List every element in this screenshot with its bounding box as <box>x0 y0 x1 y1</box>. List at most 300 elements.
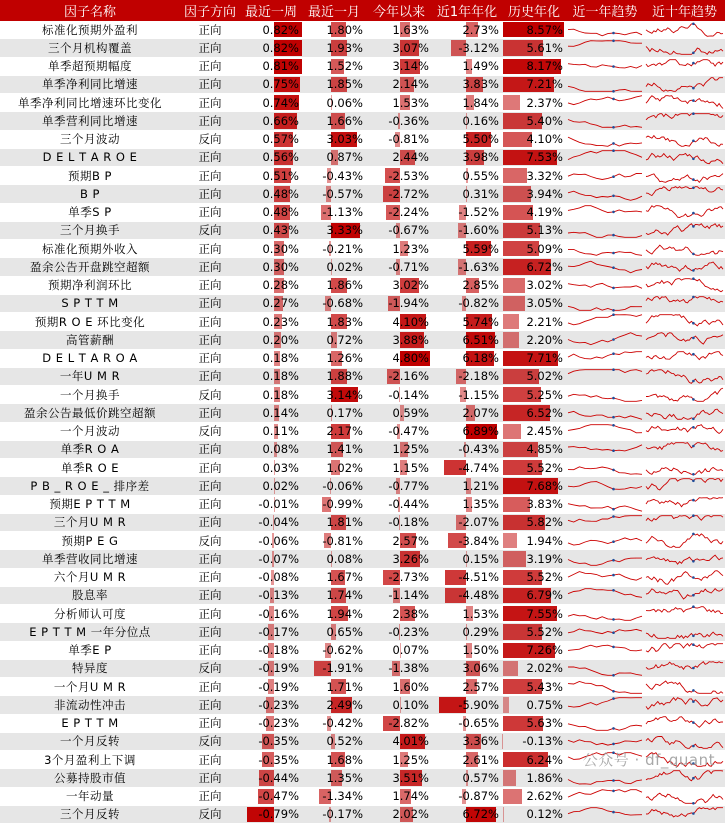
cell-ytd <box>366 276 432 294</box>
cell-last-month <box>302 459 366 477</box>
cell-10y-trend <box>644 568 725 586</box>
cell-value: 1.67% <box>326 570 366 584</box>
cell-ytd <box>366 75 432 93</box>
cell-value: 2.17% <box>326 424 366 438</box>
cell-value: 0.23% <box>262 315 302 329</box>
cell-value: -0.13% <box>258 588 302 602</box>
cell-value: -0.14% <box>388 388 432 402</box>
cell-value: 3.94% <box>526 187 566 201</box>
cell-ytd <box>366 148 432 166</box>
sparkline-icon <box>566 368 644 385</box>
sparkline-icon <box>566 258 644 275</box>
cell-factor-name: 三个月换手 <box>0 221 180 239</box>
cell-value: 0.72% <box>326 333 366 347</box>
cell-value: 6.18% <box>462 351 502 365</box>
cell-1y-trend <box>566 568 644 586</box>
cell-ytd <box>366 386 432 404</box>
trend-line <box>646 589 723 599</box>
cell-1y-annualized <box>432 185 502 203</box>
cell-value: 5.52% <box>526 570 566 584</box>
trend-line <box>568 63 642 67</box>
cell-last-week <box>240 696 302 714</box>
cell-hist-annualized <box>502 21 566 39</box>
cell-value: 3.83% <box>526 497 566 511</box>
cell-direction: 正向 <box>180 769 240 787</box>
cell-1y-trend <box>566 240 644 258</box>
cell-1y-trend <box>566 586 644 604</box>
cell-1y-trend <box>566 331 644 349</box>
value-bar <box>503 278 524 293</box>
trend-marker <box>692 689 695 692</box>
sparkline-icon <box>644 350 725 367</box>
cell-value: 1.68% <box>326 753 366 767</box>
sparkline-icon <box>644 313 725 330</box>
cell-value: 1.66% <box>326 114 366 128</box>
cell-value: -0.47% <box>258 789 302 803</box>
cell-value: 2.73% <box>462 23 502 37</box>
cell-last-week <box>240 349 302 367</box>
table-row <box>0 568 725 586</box>
table-row <box>0 75 725 93</box>
cell-value: 0.12% <box>526 807 566 821</box>
trend-line <box>646 297 723 303</box>
cell-hist-annualized <box>502 805 566 823</box>
cell-direction: 正向 <box>180 148 240 166</box>
cell-hist-annualized <box>502 148 566 166</box>
sparkline-icon <box>566 642 644 659</box>
trend-line <box>646 224 723 235</box>
sparkline-icon <box>644 204 725 221</box>
cell-1y-trend <box>566 21 644 39</box>
table-row <box>0 94 725 112</box>
cell-value: -2.16% <box>388 369 432 383</box>
trend-marker <box>612 126 615 129</box>
trend-line <box>568 205 642 212</box>
trend-marker <box>612 645 615 648</box>
cell-hist-annualized <box>502 495 566 513</box>
cell-value: 1.21% <box>462 479 502 493</box>
sparkline-icon <box>644 94 725 111</box>
cell-value: -0.23% <box>258 716 302 730</box>
cell-factor-name: 预期E P T T M <box>0 495 180 513</box>
cell-direction: 正向 <box>180 313 240 331</box>
cell-value: -1.14% <box>388 588 432 602</box>
cell-last-week <box>240 130 302 148</box>
sparkline-icon <box>566 331 644 348</box>
cell-last-week <box>240 203 302 221</box>
cell-last-month <box>302 696 366 714</box>
cell-hist-annualized <box>502 203 566 221</box>
cell-10y-trend <box>644 130 725 148</box>
cell-last-month <box>302 495 366 513</box>
cell-last-month <box>302 294 366 312</box>
cell-value: 0.11% <box>262 424 302 438</box>
cell-10y-trend <box>644 185 725 203</box>
cell-1y-annualized <box>432 130 502 148</box>
cell-last-week <box>240 240 302 258</box>
trend-marker <box>692 643 695 646</box>
cell-value: 2.85% <box>462 278 502 292</box>
cell-ytd <box>366 130 432 148</box>
cell-value: -0.57% <box>322 187 366 201</box>
cell-value: 2.45% <box>526 424 566 438</box>
sparkline-icon <box>566 313 644 330</box>
trend-marker <box>612 314 615 317</box>
cell-1y-trend <box>566 258 644 276</box>
cell-value: 1.25% <box>392 442 432 456</box>
cell-ytd <box>366 313 432 331</box>
cell-ytd <box>366 751 432 769</box>
trend-line <box>646 245 723 255</box>
trend-line <box>568 86 642 91</box>
table-row <box>0 513 725 531</box>
cell-1y-trend <box>566 276 644 294</box>
cell-hist-annualized <box>502 696 566 714</box>
cell-last-week <box>240 532 302 550</box>
cell-ytd <box>366 477 432 495</box>
cell-value: 1.52% <box>326 59 366 73</box>
cell-ytd <box>366 623 432 641</box>
cell-last-week <box>240 440 302 458</box>
cell-ytd <box>366 404 432 422</box>
sparkline-icon <box>566 459 644 476</box>
cell-1y-trend <box>566 769 644 787</box>
cell-ytd <box>366 550 432 568</box>
trend-marker <box>612 727 615 730</box>
cell-value: 2.62% <box>526 789 566 803</box>
cell-value: -0.67% <box>388 223 432 237</box>
cell-ytd <box>366 532 432 550</box>
cell-10y-trend <box>644 148 725 166</box>
cell-value: 4.10% <box>526 132 566 146</box>
trend-marker <box>692 480 695 483</box>
cell-value: 0.52% <box>326 734 366 748</box>
cell-10y-trend <box>644 550 725 568</box>
cell-hist-annualized <box>502 404 566 422</box>
cell-1y-trend <box>566 367 644 385</box>
trend-marker <box>692 418 695 421</box>
cell-value: 5.02% <box>526 369 566 383</box>
table-row <box>0 57 725 75</box>
cell-ytd <box>366 367 432 385</box>
cell-direction: 正向 <box>180 112 240 130</box>
sparkline-icon <box>566 149 644 166</box>
cell-10y-trend <box>644 769 725 787</box>
cell-last-month <box>302 75 366 93</box>
cell-direction: 正向 <box>180 367 240 385</box>
cell-value: 8.17% <box>526 59 566 73</box>
trend-line <box>568 538 642 545</box>
table-row <box>0 696 725 714</box>
cell-value: 0.81% <box>262 59 302 73</box>
cell-1y-annualized <box>432 787 502 805</box>
cell-value: -3.12% <box>458 41 502 55</box>
cell-1y-trend <box>566 313 644 331</box>
cell-last-week <box>240 167 302 185</box>
cell-value: 1.74% <box>326 588 366 602</box>
cell-value: -0.06% <box>258 534 302 548</box>
cell-factor-name: D E L T A R O A <box>0 349 180 367</box>
trend-marker <box>692 721 695 724</box>
cell-value: 0.27% <box>262 296 302 310</box>
cell-hist-annualized <box>502 440 566 458</box>
sparkline-icon <box>644 331 725 348</box>
cell-value: 1.88% <box>326 369 366 383</box>
cell-value: 0.03% <box>262 461 302 475</box>
cell-hist-annualized <box>502 349 566 367</box>
cell-value: 1.53% <box>462 607 502 621</box>
cell-1y-annualized <box>432 678 502 696</box>
trend-marker <box>692 353 695 356</box>
sparkline-icon <box>566 605 644 622</box>
cell-ytd <box>366 678 432 696</box>
sparkline-icon <box>644 605 725 622</box>
trend-marker <box>612 416 615 419</box>
cell-value: -0.71% <box>388 260 432 274</box>
trend-marker <box>692 473 695 476</box>
cell-factor-name: E P T T M 一年分位点 <box>0 623 180 641</box>
trend-marker <box>692 253 695 256</box>
cell-direction: 正向 <box>180 714 240 732</box>
cell-10y-trend <box>644 805 725 823</box>
cell-factor-name: 公募持股市值 <box>0 769 180 787</box>
cell-value: 4.80% <box>392 351 432 365</box>
trend-marker <box>612 40 615 43</box>
cell-direction: 正向 <box>180 641 240 659</box>
trend-line <box>646 479 723 490</box>
cell-value: -1.52% <box>458 205 502 219</box>
table-row <box>0 386 725 404</box>
trend-line <box>646 632 723 638</box>
cell-value: 3.02% <box>392 278 432 292</box>
sparkline-icon <box>644 167 725 184</box>
sparkline-icon <box>566 112 644 129</box>
cell-1y-trend <box>566 94 644 112</box>
trend-line <box>568 571 642 580</box>
cell-value: 3.03% <box>326 132 366 146</box>
cell-last-month <box>302 623 366 641</box>
trend-line <box>646 351 723 359</box>
cell-ytd <box>366 349 432 367</box>
sparkline-icon <box>644 258 725 275</box>
cell-value: 2.37% <box>526 96 566 110</box>
sparkline-icon <box>644 76 725 93</box>
cell-ytd <box>366 39 432 57</box>
trend-line <box>568 503 642 511</box>
cell-10y-trend <box>644 94 725 112</box>
cell-value: -2.72% <box>388 187 432 201</box>
value-bar <box>503 789 522 804</box>
trend-marker <box>612 469 615 472</box>
sparkline-icon <box>644 678 725 695</box>
cell-1y-annualized <box>432 659 502 677</box>
cell-10y-trend <box>644 605 725 623</box>
cell-1y-annualized <box>432 732 502 750</box>
cell-1y-annualized <box>432 495 502 513</box>
cell-10y-trend <box>644 294 725 312</box>
cell-value: 5.52% <box>526 461 566 475</box>
cell-last-month <box>302 39 366 57</box>
trend-marker <box>612 195 615 198</box>
cell-direction: 正向 <box>180 513 240 531</box>
cell-10y-trend <box>644 331 725 349</box>
trend-line <box>646 96 723 109</box>
cell-1y-trend <box>566 112 644 130</box>
sparkline-icon <box>644 623 725 640</box>
trend-line <box>568 262 642 274</box>
header-ytd: 今年以来 <box>366 0 432 21</box>
cell-10y-trend <box>644 696 725 714</box>
trend-line <box>568 232 642 237</box>
trend-line <box>646 468 723 475</box>
cell-1y-annualized <box>432 386 502 404</box>
cell-value: 5.61% <box>526 41 566 55</box>
trend-line <box>568 29 642 36</box>
cell-value: 4.19% <box>526 205 566 219</box>
trend-marker <box>612 618 615 621</box>
cell-last-week <box>240 404 302 422</box>
sparkline-icon <box>644 514 725 531</box>
cell-last-week <box>240 550 302 568</box>
cell-1y-trend <box>566 714 644 732</box>
cell-value: 1.85% <box>326 77 366 91</box>
trend-line <box>646 424 723 433</box>
cell-last-week <box>240 805 302 823</box>
cell-factor-name: 预期P E G <box>0 532 180 550</box>
cell-value: 3.36% <box>462 734 502 748</box>
cell-1y-trend <box>566 732 644 750</box>
cell-value: 0.74% <box>262 96 302 110</box>
cell-direction: 正向 <box>180 331 240 349</box>
cell-value: -0.17% <box>258 625 302 639</box>
cell-ytd <box>366 240 432 258</box>
cell-value: 8.57% <box>526 23 566 37</box>
sparkline-icon <box>644 39 725 56</box>
cell-hist-annualized <box>502 276 566 294</box>
cell-value: -1.91% <box>322 661 366 675</box>
value-bar <box>503 95 520 110</box>
trend-line <box>646 315 723 326</box>
trend-line <box>568 789 642 796</box>
cell-10y-trend <box>644 167 725 185</box>
cell-value: 7.68% <box>526 479 566 493</box>
cell-ytd <box>366 112 432 130</box>
trend-line <box>568 192 642 201</box>
table-row <box>0 678 725 696</box>
cell-direction: 正向 <box>180 349 240 367</box>
cell-value: 5.52% <box>526 625 566 639</box>
trend-line <box>646 370 723 384</box>
cell-direction: 正向 <box>180 276 240 294</box>
cell-1y-trend <box>566 550 644 568</box>
trend-marker <box>692 99 695 102</box>
trend-marker <box>692 802 695 805</box>
trend-line <box>568 698 642 707</box>
value-bar <box>503 697 508 712</box>
cell-ytd <box>366 331 432 349</box>
cell-value: -0.06% <box>322 479 366 493</box>
trend-line <box>646 716 723 727</box>
sparkline-icon <box>566 423 644 440</box>
cell-value: 0.87% <box>326 150 366 164</box>
cell-1y-annualized <box>432 221 502 239</box>
cell-value: -0.81% <box>322 534 366 548</box>
trend-line <box>646 388 723 401</box>
sparkline-icon <box>566 76 644 93</box>
cell-last-month <box>302 605 366 623</box>
trend-line <box>568 682 642 694</box>
cell-last-month <box>302 221 366 239</box>
trend-line <box>646 114 723 120</box>
cell-factor-name: 一个月反转 <box>0 732 180 750</box>
cell-last-week <box>240 39 302 57</box>
cell-value: 6.52% <box>526 406 566 420</box>
sparkline-icon <box>644 112 725 129</box>
cell-value: -0.23% <box>258 698 302 712</box>
cell-1y-trend <box>566 623 644 641</box>
cell-last-month <box>302 732 366 750</box>
sparkline-icon <box>644 131 725 148</box>
cell-1y-trend <box>566 459 644 477</box>
cell-factor-name: 预期B P <box>0 167 180 185</box>
sparkline-icon <box>566 496 644 513</box>
cell-10y-trend <box>644 203 725 221</box>
trend-line <box>568 629 642 634</box>
sparkline-icon <box>644 788 725 805</box>
trend-marker <box>692 178 695 181</box>
cell-1y-annualized <box>432 148 502 166</box>
cell-last-week <box>240 769 302 787</box>
cell-value: -0.19% <box>258 680 302 694</box>
cell-last-month <box>302 805 366 823</box>
cell-last-month <box>302 313 366 331</box>
sparkline-icon <box>644 477 725 494</box>
trend-marker <box>692 498 695 501</box>
cell-value: 0.16% <box>462 114 502 128</box>
cell-value: 0.18% <box>262 351 302 365</box>
sparkline-icon <box>644 149 725 166</box>
cell-value: 7.71% <box>526 351 566 365</box>
trend-marker <box>692 113 695 116</box>
cell-factor-name: 三个月反转 <box>0 805 180 823</box>
cell-value: 2.02% <box>392 807 432 821</box>
value-bar <box>503 551 526 566</box>
cell-1y-annualized <box>432 21 502 39</box>
cell-value: 5.50% <box>462 132 502 146</box>
cell-value: -1.60% <box>458 223 502 237</box>
cell-1y-annualized <box>432 477 502 495</box>
sparkline-icon <box>644 58 725 75</box>
cell-factor-name: 单季净利同比增速环比变化 <box>0 94 180 112</box>
sparkline-icon <box>644 459 725 476</box>
cell-value: 2.02% <box>526 661 566 675</box>
sparkline-icon <box>644 733 725 750</box>
trend-marker <box>612 632 615 635</box>
cell-factor-name: 单季R O A <box>0 440 180 458</box>
sparkline-icon <box>644 368 725 385</box>
cell-value: 1.84% <box>462 96 502 110</box>
table-row <box>0 130 725 148</box>
cell-direction: 反向 <box>180 221 240 239</box>
table-row <box>0 605 725 623</box>
trend-marker <box>692 296 695 299</box>
table-row <box>0 623 725 641</box>
cell-ytd <box>366 641 432 659</box>
cell-1y-trend <box>566 641 644 659</box>
cell-value: -2.73% <box>388 570 432 584</box>
cell-value: -0.04% <box>258 515 302 529</box>
sparkline-icon <box>644 587 725 604</box>
